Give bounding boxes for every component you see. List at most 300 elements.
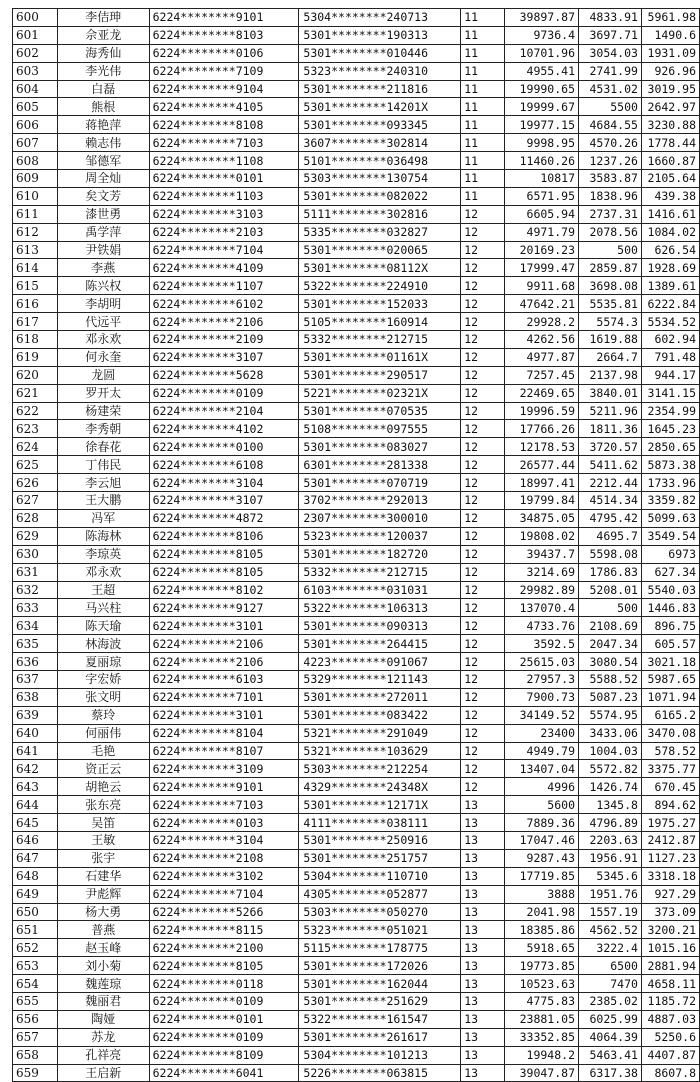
cell-name: 魏莲琼 — [57, 975, 149, 993]
cell-amount-2: 2741.99 — [579, 62, 642, 80]
cell-row-index: 609 — [13, 170, 58, 188]
cell-group: 11 — [461, 134, 505, 152]
cell-id-number: 5301********152033 — [299, 295, 461, 313]
cell-group: 13 — [461, 814, 505, 832]
cell-amount-2: 4570.26 — [579, 134, 642, 152]
table-row — [13, 170, 700, 188]
cell-name: 赖志伟 — [57, 134, 149, 152]
cell-row-index: 613 — [13, 241, 58, 259]
cell-amount-1: 9911.68 — [505, 277, 579, 295]
cell-group: 12 — [461, 456, 505, 474]
table-row — [13, 760, 700, 778]
cell-group: 12 — [461, 384, 505, 402]
cell-amount-2: 1811.36 — [579, 420, 642, 438]
cell-group: 11 — [461, 9, 505, 27]
cell-group: 12 — [461, 563, 505, 581]
cell-row-index: 634 — [13, 617, 58, 635]
cell-amount-2: 500 — [579, 599, 642, 617]
cell-name: 陈兴权 — [57, 277, 149, 295]
cell-group: 12 — [461, 277, 505, 295]
cell-row-index: 653 — [13, 957, 58, 975]
cell-group: 13 — [461, 903, 505, 921]
table-row — [13, 259, 700, 277]
table-row — [13, 223, 700, 241]
cell-group: 12 — [461, 635, 505, 653]
cell-amount-1: 4733.76 — [505, 617, 579, 635]
cell-id-number: 5332********212715 — [299, 563, 461, 581]
cell-id-number: 5301********251629 — [299, 992, 461, 1010]
table-row — [13, 581, 700, 599]
cell-row-index: 600 — [13, 9, 58, 27]
table-row — [13, 939, 700, 957]
cell-name: 熊根 — [57, 98, 149, 116]
cell-amount-2: 1345.8 — [579, 796, 642, 814]
cell-amount-2: 5572.82 — [579, 760, 642, 778]
cell-name: 李佶珅 — [57, 9, 149, 27]
cell-bank-card: 6224********0109 — [149, 384, 299, 402]
cell-amount-1: 9998.95 — [505, 134, 579, 152]
cell-group: 13 — [461, 796, 505, 814]
cell-amount-2: 5574.95 — [579, 706, 642, 724]
cell-amount-3: 4658.11 — [641, 975, 699, 993]
cell-id-number: 5301********14201X — [299, 98, 461, 116]
cell-amount-2: 5535.81 — [579, 295, 642, 313]
cell-amount-3: 791.48 — [641, 348, 699, 366]
cell-bank-card: 6224********0100 — [149, 438, 299, 456]
cell-bank-card: 6224********1108 — [149, 152, 299, 170]
cell-group: 13 — [461, 867, 505, 885]
cell-amount-3: 1645.23 — [641, 420, 699, 438]
cell-amount-2: 1956.91 — [579, 849, 642, 867]
cell-id-number: 5304********240713 — [299, 9, 461, 27]
cell-bank-card: 6224********8104 — [149, 724, 299, 742]
table-row — [13, 295, 700, 313]
cell-amount-3: 1084.02 — [641, 223, 699, 241]
cell-id-number: 2307********300010 — [299, 509, 461, 527]
cell-group: 12 — [461, 313, 505, 331]
cell-amount-1: 4949.79 — [505, 742, 579, 760]
cell-group: 12 — [461, 402, 505, 420]
cell-amount-2: 2212.44 — [579, 474, 642, 492]
cell-bank-card: 6224********6108 — [149, 456, 299, 474]
cell-id-number: 5301********172026 — [299, 957, 461, 975]
cell-row-index: 635 — [13, 635, 58, 653]
cell-name: 张文明 — [57, 688, 149, 706]
cell-id-number: 5301********12171X — [299, 796, 461, 814]
cell-amount-1: 5600 — [505, 796, 579, 814]
cell-amount-1: 2041.98 — [505, 903, 579, 921]
cell-bank-card: 6224********1107 — [149, 277, 299, 295]
cell-amount-2: 5208.01 — [579, 581, 642, 599]
table-row — [13, 957, 700, 975]
cell-bank-card: 6224********0118 — [149, 975, 299, 993]
cell-id-number: 5301********010446 — [299, 44, 461, 62]
cell-amount-3: 627.34 — [641, 563, 699, 581]
cell-bank-card: 6224********3107 — [149, 348, 299, 366]
cell-name: 尹铁娟 — [57, 241, 149, 259]
cell-amount-2: 4795.42 — [579, 509, 642, 527]
cell-amount-1: 10701.96 — [505, 44, 579, 62]
cell-amount-2: 1557.19 — [579, 903, 642, 921]
table-row — [13, 921, 700, 939]
cell-group: 13 — [461, 921, 505, 939]
cell-amount-1: 20169.23 — [505, 241, 579, 259]
cell-row-index: 632 — [13, 581, 58, 599]
cell-amount-2: 3222.4 — [579, 939, 642, 957]
cell-id-number: 5301********272011 — [299, 688, 461, 706]
cell-row-index: 607 — [13, 134, 58, 152]
cell-amount-3: 927.29 — [641, 885, 699, 903]
cell-group: 13 — [461, 939, 505, 957]
table-row — [13, 313, 700, 331]
cell-amount-1: 34875.05 — [505, 509, 579, 527]
cell-amount-1: 4996 — [505, 778, 579, 796]
cell-amount-1: 10817 — [505, 170, 579, 188]
cell-bank-card: 6224********1103 — [149, 187, 299, 205]
table-row — [13, 1046, 700, 1064]
cell-amount-2: 5574.3 — [579, 313, 642, 331]
cell-id-number: 5101********036498 — [299, 152, 461, 170]
cell-amount-3: 944.17 — [641, 366, 699, 384]
table-row — [13, 98, 700, 116]
cell-id-number: 5301********090313 — [299, 617, 461, 635]
cell-id-number: 5322********161547 — [299, 1010, 461, 1028]
cell-group: 12 — [461, 205, 505, 223]
cell-group: 12 — [461, 509, 505, 527]
cell-name: 张东亮 — [57, 796, 149, 814]
cell-amount-3: 1931.09 — [641, 44, 699, 62]
cell-amount-2: 6317.38 — [579, 1064, 642, 1082]
cell-amount-2: 3698.08 — [579, 277, 642, 295]
cell-amount-2: 2859.87 — [579, 259, 642, 277]
cell-group: 11 — [461, 98, 505, 116]
cell-row-index: 608 — [13, 152, 58, 170]
table-row — [13, 62, 700, 80]
table-row — [13, 420, 700, 438]
cell-amount-2: 5087.23 — [579, 688, 642, 706]
table-row — [13, 402, 700, 420]
cell-amount-2: 6025.99 — [579, 1010, 642, 1028]
cell-amount-3: 2105.64 — [641, 170, 699, 188]
table-row — [13, 814, 700, 832]
cell-name: 罗开太 — [57, 384, 149, 402]
cell-name: 矣文芳 — [57, 187, 149, 205]
cell-bank-card: 6224********7104 — [149, 885, 299, 903]
cell-amount-3: 3021.18 — [641, 653, 699, 671]
cell-row-index: 655 — [13, 992, 58, 1010]
cell-row-index: 603 — [13, 62, 58, 80]
cell-bank-card: 6224********3102 — [149, 867, 299, 885]
cell-bank-card: 6224********6103 — [149, 670, 299, 688]
cell-amount-1: 6571.95 — [505, 187, 579, 205]
cell-bank-card: 6224********3107 — [149, 492, 299, 510]
cell-bank-card: 6224********9101 — [149, 9, 299, 27]
cell-amount-3: 670.45 — [641, 778, 699, 796]
cell-bank-card: 6224********2108 — [149, 849, 299, 867]
cell-id-number: 5115********178775 — [299, 939, 461, 957]
cell-amount-1: 4262.56 — [505, 331, 579, 349]
cell-group: 13 — [461, 1028, 505, 1046]
cell-row-index: 622 — [13, 402, 58, 420]
cell-amount-3: 5987.65 — [641, 670, 699, 688]
cell-id-number: 5111********302816 — [299, 205, 461, 223]
cell-row-index: 659 — [13, 1064, 58, 1082]
cell-bank-card: 6224********3101 — [149, 706, 299, 724]
table-row — [13, 903, 700, 921]
cell-amount-3: 2642.97 — [641, 98, 699, 116]
cell-bank-card: 6224********7104 — [149, 241, 299, 259]
cell-amount-2: 4064.39 — [579, 1028, 642, 1046]
table-row — [13, 44, 700, 62]
cell-row-index: 649 — [13, 885, 58, 903]
cell-amount-2: 4695.7 — [579, 527, 642, 545]
cell-bank-card: 6224********8105 — [149, 545, 299, 563]
cell-amount-2: 1619.88 — [579, 331, 642, 349]
cell-amount-2: 3433.06 — [579, 724, 642, 742]
cell-id-number: 5304********101213 — [299, 1046, 461, 1064]
cell-group: 13 — [461, 957, 505, 975]
cell-name: 何丽伟 — [57, 724, 149, 742]
cell-amount-1: 22469.65 — [505, 384, 579, 402]
cell-row-index: 606 — [13, 116, 58, 134]
cell-amount-3: 3019.95 — [641, 80, 699, 98]
cell-id-number: 5301********08112X — [299, 259, 461, 277]
cell-row-index: 626 — [13, 474, 58, 492]
cell-row-index: 619 — [13, 348, 58, 366]
cell-amount-1: 4971.79 — [505, 223, 579, 241]
cell-name: 石建华 — [57, 867, 149, 885]
cell-id-number: 5301********264415 — [299, 635, 461, 653]
cell-amount-1: 34149.52 — [505, 706, 579, 724]
cell-id-number: 4305********052877 — [299, 885, 461, 903]
cell-amount-3: 5873.38 — [641, 456, 699, 474]
cell-amount-3: 1778.44 — [641, 134, 699, 152]
cell-row-index: 648 — [13, 867, 58, 885]
cell-row-index: 629 — [13, 527, 58, 545]
cell-amount-3: 2354.99 — [641, 402, 699, 420]
cell-bank-card: 6224********4109 — [149, 259, 299, 277]
cell-amount-3: 894.62 — [641, 796, 699, 814]
cell-name: 陈天瑜 — [57, 617, 149, 635]
cell-amount-1: 17999.47 — [505, 259, 579, 277]
cell-amount-1: 3592.5 — [505, 635, 579, 653]
cell-amount-3: 602.94 — [641, 331, 699, 349]
cell-amount-1: 9736.4 — [505, 26, 579, 44]
cell-group: 11 — [461, 62, 505, 80]
cell-group: 12 — [461, 688, 505, 706]
cell-amount-2: 6500 — [579, 957, 642, 975]
cell-name: 普燕 — [57, 921, 149, 939]
cell-row-index: 616 — [13, 295, 58, 313]
cell-bank-card: 6224********0106 — [149, 44, 299, 62]
cell-row-index: 643 — [13, 778, 58, 796]
cell-amount-2: 1838.96 — [579, 187, 642, 205]
table-row — [13, 831, 700, 849]
cell-amount-1: 7900.73 — [505, 688, 579, 706]
cell-group: 12 — [461, 474, 505, 492]
table-row — [13, 187, 700, 205]
cell-name: 陈海林 — [57, 527, 149, 545]
cell-amount-1: 137070.4 — [505, 599, 579, 617]
cell-bank-card: 6224********3101 — [149, 617, 299, 635]
cell-group: 12 — [461, 295, 505, 313]
cell-group: 12 — [461, 259, 505, 277]
cell-row-index: 645 — [13, 814, 58, 832]
cell-id-number: 5301********093345 — [299, 116, 461, 134]
table-row — [13, 384, 700, 402]
cell-id-number: 6103********031031 — [299, 581, 461, 599]
cell-name: 李云旭 — [57, 474, 149, 492]
cell-amount-3: 2850.65 — [641, 438, 699, 456]
cell-bank-card: 6224********7101 — [149, 688, 299, 706]
cell-bank-card: 6224********8109 — [149, 1046, 299, 1064]
cell-row-index: 627 — [13, 492, 58, 510]
cell-name: 禹学萍 — [57, 223, 149, 241]
cell-id-number: 5321********291049 — [299, 724, 461, 742]
cell-amount-1: 39437.7 — [505, 545, 579, 563]
cell-name: 龙圆 — [57, 366, 149, 384]
cell-amount-2: 5588.52 — [579, 670, 642, 688]
cell-id-number: 5221********02321X — [299, 384, 461, 402]
cell-id-number: 5335********032827 — [299, 223, 461, 241]
cell-amount-3: 5540.03 — [641, 581, 699, 599]
cell-row-index: 652 — [13, 939, 58, 957]
cell-amount-1: 39047.87 — [505, 1064, 579, 1082]
cell-amount-2: 3080.54 — [579, 653, 642, 671]
cell-name: 李燕 — [57, 259, 149, 277]
cell-id-number: 5301********251757 — [299, 849, 461, 867]
cell-group: 12 — [461, 348, 505, 366]
cell-group: 13 — [461, 975, 505, 993]
cell-group: 11 — [461, 152, 505, 170]
cell-amount-3: 2881.94 — [641, 957, 699, 975]
cell-bank-card: 6224********8106 — [149, 527, 299, 545]
cell-amount-2: 4562.52 — [579, 921, 642, 939]
cell-id-number: 5301********020065 — [299, 241, 461, 259]
cell-name: 胡艳云 — [57, 778, 149, 796]
cell-amount-1: 19773.85 — [505, 957, 579, 975]
cell-name: 魏丽君 — [57, 992, 149, 1010]
cell-amount-1: 4955.41 — [505, 62, 579, 80]
cell-bank-card: 6224********5266 — [149, 903, 299, 921]
cell-name: 邓永欢 — [57, 563, 149, 581]
cell-name: 马兴柱 — [57, 599, 149, 617]
cell-group: 12 — [461, 581, 505, 599]
cell-row-index: 625 — [13, 456, 58, 474]
cell-amount-1: 19990.65 — [505, 80, 579, 98]
cell-amount-3: 578.52 — [641, 742, 699, 760]
cell-amount-1: 23881.05 — [505, 1010, 579, 1028]
cell-id-number: 5304********110710 — [299, 867, 461, 885]
cell-name: 尹彪辉 — [57, 885, 149, 903]
cell-amount-1: 7257.45 — [505, 366, 579, 384]
cell-id-number: 4111********038111 — [299, 814, 461, 832]
cell-row-index: 611 — [13, 205, 58, 223]
table-row — [13, 366, 700, 384]
cell-bank-card: 6224********3104 — [149, 831, 299, 849]
cell-bank-card: 6224********6041 — [149, 1064, 299, 1082]
cell-amount-1: 29928.2 — [505, 313, 579, 331]
cell-amount-3: 6165.2 — [641, 706, 699, 724]
cell-id-number: 5105********160914 — [299, 313, 461, 331]
cell-name: 毛艳 — [57, 742, 149, 760]
cell-amount-2: 7470 — [579, 975, 642, 993]
cell-id-number: 4329********24348X — [299, 778, 461, 796]
cell-bank-card: 6224********3104 — [149, 474, 299, 492]
cell-group: 12 — [461, 706, 505, 724]
cell-bank-card: 6224********7109 — [149, 62, 299, 80]
cell-name: 代远平 — [57, 313, 149, 331]
table-row — [13, 653, 700, 671]
table-row — [13, 617, 700, 635]
cell-amount-1: 3888 — [505, 885, 579, 903]
cell-group: 12 — [461, 742, 505, 760]
cell-amount-2: 2078.56 — [579, 223, 642, 241]
cell-amount-3: 8607.8 — [641, 1064, 699, 1082]
cell-group: 12 — [461, 438, 505, 456]
table-row — [13, 241, 700, 259]
cell-id-number: 5301********211816 — [299, 80, 461, 98]
cell-group: 13 — [461, 831, 505, 849]
cell-group: 11 — [461, 44, 505, 62]
cell-id-number: 5301********250916 — [299, 831, 461, 849]
cell-id-number: 5323********240310 — [299, 62, 461, 80]
cell-name: 陶娅 — [57, 1010, 149, 1028]
table-row — [13, 134, 700, 152]
cell-group: 13 — [461, 1046, 505, 1064]
cell-id-number: 5301********261617 — [299, 1028, 461, 1046]
cell-row-index: 654 — [13, 975, 58, 993]
cell-name: 字宏娇 — [57, 670, 149, 688]
cell-row-index: 636 — [13, 653, 58, 671]
cell-group: 11 — [461, 187, 505, 205]
cell-bank-card: 6224********8105 — [149, 957, 299, 975]
cell-id-number: 3607********302814 — [299, 134, 461, 152]
table-row — [13, 724, 700, 742]
cell-amount-3: 3318.18 — [641, 867, 699, 885]
cell-row-index: 602 — [13, 44, 58, 62]
cell-name: 杨大勇 — [57, 903, 149, 921]
table-row — [13, 545, 700, 563]
cell-id-number: 5301********01161X — [299, 348, 461, 366]
cell-bank-card: 6224********0109 — [149, 992, 299, 1010]
cell-amount-1: 3214.69 — [505, 563, 579, 581]
cell-row-index: 638 — [13, 688, 58, 706]
cell-amount-1: 27957.3 — [505, 670, 579, 688]
cell-row-index: 601 — [13, 26, 58, 44]
cell-row-index: 647 — [13, 849, 58, 867]
cell-amount-3: 1416.61 — [641, 205, 699, 223]
cell-amount-1: 29982.89 — [505, 581, 579, 599]
cell-id-number: 5303********130754 — [299, 170, 461, 188]
cell-group: 12 — [461, 617, 505, 635]
cell-row-index: 605 — [13, 98, 58, 116]
cell-amount-1: 9287.43 — [505, 849, 579, 867]
cell-bank-card: 6224********7103 — [149, 796, 299, 814]
cell-id-number: 5301********070719 — [299, 474, 461, 492]
cell-amount-1: 5918.65 — [505, 939, 579, 957]
cell-name: 徐春花 — [57, 438, 149, 456]
cell-amount-2: 2108.69 — [579, 617, 642, 635]
cell-amount-1: 6605.94 — [505, 205, 579, 223]
cell-id-number: 5301********162044 — [299, 975, 461, 993]
cell-amount-3: 1127.23 — [641, 849, 699, 867]
cell-group: 12 — [461, 670, 505, 688]
cell-id-number: 5301********190313 — [299, 26, 461, 44]
cell-id-number: 5303********212254 — [299, 760, 461, 778]
cell-group: 13 — [461, 885, 505, 903]
cell-name: 林海波 — [57, 635, 149, 653]
